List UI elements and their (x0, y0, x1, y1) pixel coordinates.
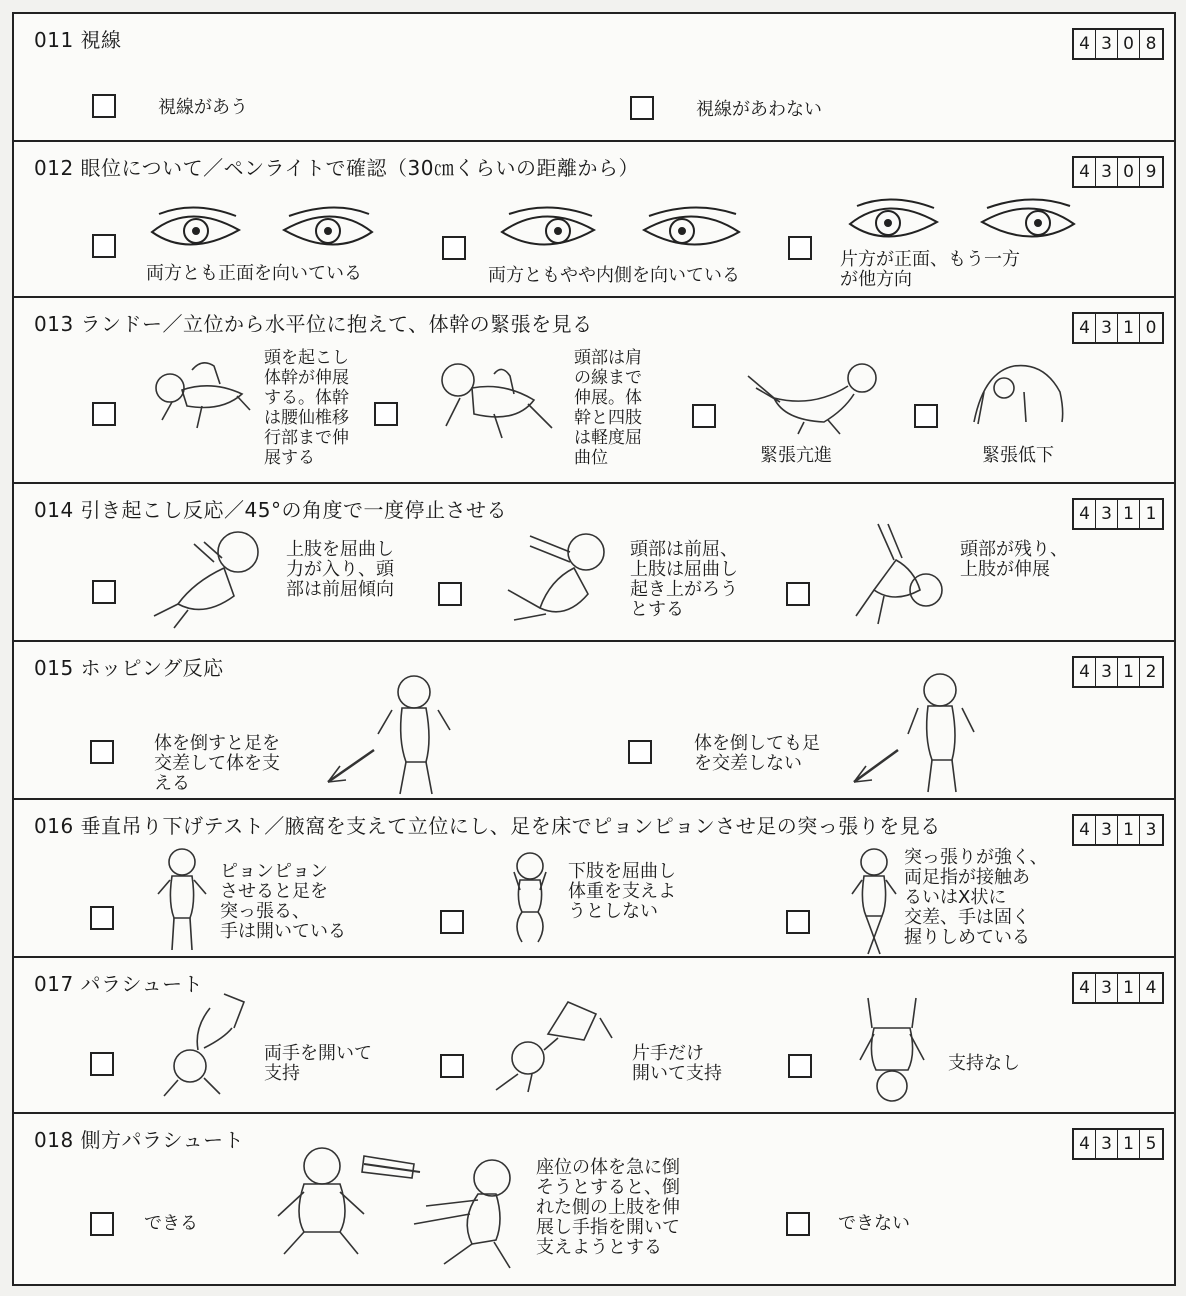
checkbox-landau-hypotonic[interactable] (914, 404, 938, 428)
code-digit: 9 (1145, 162, 1157, 182)
code-digit: 3 (1096, 974, 1118, 1002)
option-label: 両手を開いて 支持 (264, 1043, 372, 1084)
checkbox-eye-contact[interactable] (92, 94, 116, 118)
code-digit: 3 (1096, 314, 1118, 342)
option-label: 両方ともやや内側を向いている (488, 265, 740, 286)
code-digit: 1 (1118, 658, 1140, 686)
code-digit: 8 (1145, 34, 1157, 54)
checkbox-suspension-stiff[interactable] (90, 906, 114, 930)
checkbox-parachute-none[interactable] (788, 1054, 812, 1078)
checkbox-eyes-forward[interactable] (92, 234, 116, 258)
eyes-forward-illustration (144, 200, 384, 264)
item-code (1072, 28, 1164, 60)
option-label: 視線があわない (696, 99, 822, 120)
checkbox-parachute-one[interactable] (440, 1054, 464, 1078)
code-digit: 1 (1118, 974, 1140, 1002)
option-label: 頭部は肩 の線まで 伸展。体 幹と四肢 は軽度屈 曲位 (574, 348, 642, 468)
option-label: 体を倒しても足 を交差しない (694, 733, 820, 774)
infant-held-partial-illustration (424, 354, 564, 448)
section-title: 017 パラシュート (34, 972, 204, 996)
checkbox-parachute-both[interactable] (90, 1052, 114, 1076)
option-label: ピョンピョン させると足を 突っ張る、 手は開いている (220, 861, 346, 942)
infant-hopping-illustration (314, 670, 474, 802)
item-code (1072, 1128, 1164, 1160)
code-digit: 4 (1145, 978, 1157, 998)
infant-hopping-nocross-illustration (844, 668, 994, 800)
infant-pullup-flexed-illustration (144, 522, 274, 636)
checkbox-lateral-parachute-no[interactable] (786, 1212, 810, 1236)
code-digit: 4 (1074, 158, 1096, 186)
item-code (1072, 156, 1164, 188)
code-digit: 3 (1096, 658, 1118, 686)
option-label: 体を倒すと足を 交差して体を支 える (154, 733, 280, 794)
section-title: 012 眼位について／ペンライトで確認（30㎝くらいの距離から） (34, 156, 639, 180)
section-title: 018 側方パラシュート (34, 1128, 245, 1152)
item-code (1072, 814, 1164, 846)
option-label: できる (144, 1213, 198, 1234)
code-digit: 1 (1118, 314, 1140, 342)
code-digit: 4 (1074, 1130, 1096, 1158)
infant-suspension-flexed-illustration (500, 850, 560, 954)
section-017 (14, 958, 1174, 1114)
code-digit: 2 (1145, 662, 1157, 682)
section-012 (14, 142, 1174, 298)
option-label: 両方とも正面を向いている (146, 263, 362, 284)
checkbox-hopping-no-cross[interactable] (628, 740, 652, 764)
checkbox-landau-hypertonic[interactable] (692, 404, 716, 428)
section-title: 014 引き起こし反応／45°の角度で一度停止させる (34, 498, 507, 522)
code-digit: 3 (1096, 30, 1118, 58)
option-label: 頭部が残り、 上肢が伸展 (960, 539, 1068, 580)
item-code (1072, 312, 1164, 344)
code-digit: 1 (1145, 504, 1157, 524)
code-digit: 4 (1074, 500, 1096, 528)
section-title: 011 視線 (34, 28, 122, 52)
checkbox-pullup-rising[interactable] (438, 582, 462, 606)
infant-parachute-none-illustration (848, 994, 938, 1110)
code-digit: 1 (1118, 500, 1140, 528)
infant-hypotonic-illustration (964, 352, 1074, 436)
checkbox-hopping-crosses[interactable] (90, 740, 114, 764)
infant-parachute-one-illustration (488, 994, 618, 1098)
checkbox-pullup-flexed[interactable] (92, 580, 116, 604)
checkbox-landau-partial[interactable] (374, 402, 398, 426)
section-013 (14, 298, 1174, 484)
option-label: 緊張低下 (982, 445, 1054, 466)
checkbox-pullup-headlag[interactable] (786, 582, 810, 606)
option-label: 片方が正面、もう一方 が他方向 (840, 249, 1020, 290)
checkbox-landau-extension[interactable] (92, 402, 116, 426)
option-label: 支持なし (948, 1053, 1020, 1074)
code-digit: 3 (1096, 158, 1118, 186)
code-digit: 3 (1145, 820, 1157, 840)
infant-hypertonic-illustration (744, 360, 884, 444)
item-code (1072, 972, 1164, 1004)
code-digit: 3 (1096, 1130, 1118, 1158)
infant-suspension-scissor-illustration (844, 846, 904, 962)
code-digit: 4 (1074, 974, 1096, 1002)
code-digit: 3 (1096, 816, 1118, 844)
checkbox-no-eye-contact[interactable] (630, 96, 654, 120)
option-label: 頭部は前屈、 上肢は屈曲し 起き上がろう とする (630, 539, 738, 620)
code-digit: 4 (1074, 816, 1096, 844)
option-label: 片手だけ 開いて支持 (632, 1043, 722, 1084)
assessment-sheet (12, 12, 1176, 1286)
option-label: 視線があう (158, 97, 248, 118)
code-digit: 4 (1074, 314, 1096, 342)
item-code (1072, 656, 1164, 688)
section-018 (14, 1114, 1174, 1284)
checkbox-suspension-flexed[interactable] (440, 910, 464, 934)
section-011 (14, 14, 1174, 142)
infant-held-horizontal-illustration (142, 350, 252, 444)
option-label: 上肢を屈曲し 力が入り、頭 部は前屈傾向 (286, 539, 394, 600)
infant-parachute-both-illustration (154, 988, 264, 1102)
section-title: 016 垂直吊り下げテスト／腋窩を支えて立位にし、足を床でピョンピョンさせ足の突っ張りを見る (34, 814, 941, 838)
code-digit: 1 (1118, 1130, 1140, 1158)
item-code (1072, 498, 1164, 530)
code-digit: 1 (1118, 816, 1140, 844)
section-014 (14, 484, 1174, 642)
option-label: 頭を起こし 体幹が伸展 する。体幹 は腰仙椎移 行部まで伸 展する (264, 348, 349, 468)
option-label: 下肢を屈曲し 体重を支えよ うとしない (568, 861, 676, 922)
checkbox-eyes-deviated[interactable] (788, 236, 812, 260)
section-016 (14, 800, 1174, 958)
infant-suspension-illustration (152, 846, 212, 960)
code-digit: 5 (1145, 1134, 1157, 1154)
checkbox-eyes-inward[interactable] (442, 236, 466, 260)
eyes-deviated-illustration (842, 192, 1082, 256)
option-label: 突っ張りが強く、 両足指が接触あ るいはX状に 交差、手は固く 握りしめている (904, 847, 1048, 948)
option-label: 緊張亢進 (760, 445, 832, 466)
checkbox-suspension-scissor[interactable] (786, 910, 810, 934)
section-title: 015 ホッピング反応 (34, 656, 224, 680)
code-digit: 4 (1074, 30, 1096, 58)
checkbox-lateral-parachute-yes[interactable] (90, 1212, 114, 1236)
code-digit: 3 (1096, 500, 1118, 528)
code-digit: 0 (1118, 30, 1140, 58)
section-title: 013 ランドー／立位から水平位に抱えて、体幹の緊張を見る (34, 312, 593, 336)
section-015 (14, 642, 1174, 800)
code-digit: 0 (1118, 158, 1140, 186)
option-label: できない (838, 1213, 910, 1234)
infant-pullup-rising-illustration (490, 524, 620, 638)
code-digit: 4 (1074, 658, 1096, 686)
lateral-parachute-description: 座位の体を急に倒 そうとすると、倒 れた側の上肢を伸 展し手指を開いて 支えようとする (536, 1157, 680, 1258)
code-digit: 0 (1145, 318, 1157, 338)
infant-pullup-headlag-illustration (834, 520, 954, 634)
infant-lateral-parachute-illustration (264, 1144, 524, 1278)
eyes-inward-illustration (494, 200, 754, 264)
